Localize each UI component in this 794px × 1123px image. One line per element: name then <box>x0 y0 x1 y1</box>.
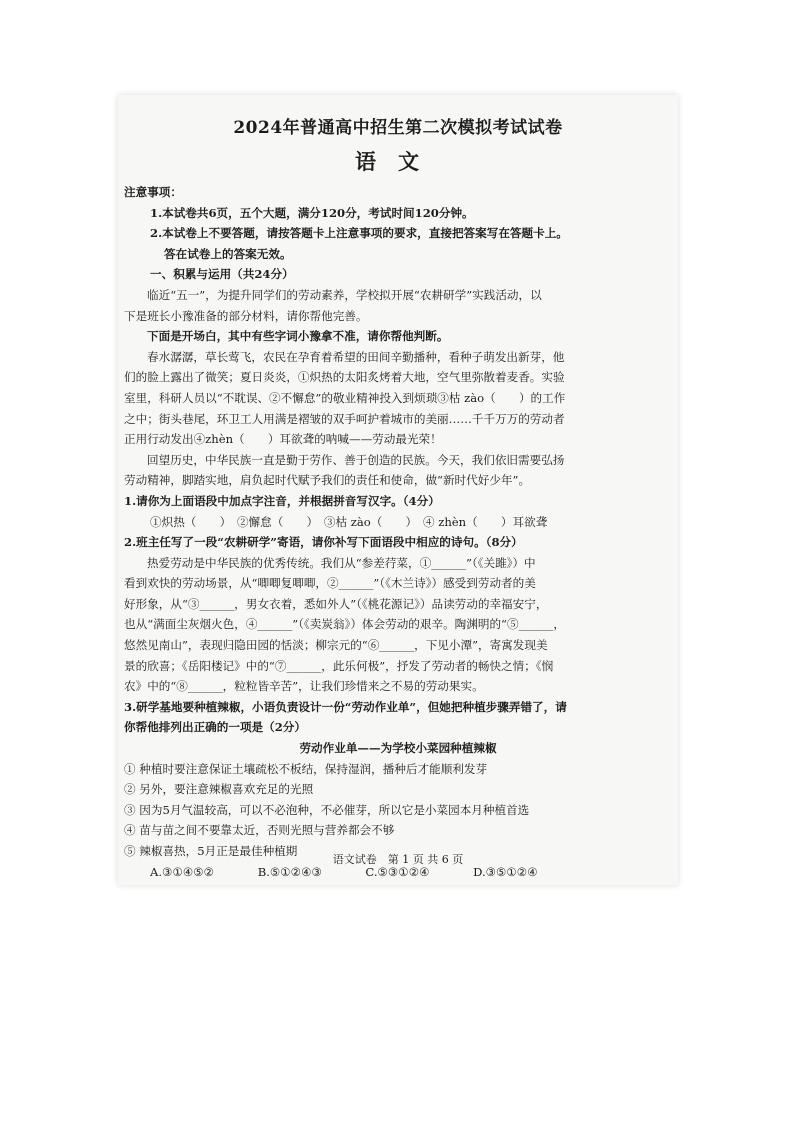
prompt-line: 下面是开场白，其中有些字词小豫拿不准，请你帮他判断。 <box>147 329 449 344</box>
question-2-line-5: 悠然见南山”，表现归隐田园的恬淡；柳宗元的“⑥______，下见小潭”，寄寓发现美 <box>124 638 548 653</box>
question-3-stem-line-1: 3.研学基地要种植辣椒，小语负责设计一份“劳动作业单”，但她把种植步骤弄错了，请 <box>124 699 567 714</box>
passage-line-4: 之中；街头巷尾，环卫工人用满是褶皱的双手呵护着城市的美丽……千千万万的劳动者 <box>124 411 565 426</box>
passage-line-5: 正用行动发出④zhèn（ ）耳欲聋的呐喊——劳动最光荣！ <box>124 432 442 447</box>
question-1-options: ①炽热（ ） ②懈怠（ ） ③枯 zào（ ） ④ zhèn（ ）耳欲聋 <box>150 514 548 529</box>
worksheet-step-3: ③ 因为5月气温较高，可以不必泡种，不必催芽，所以它是小菜园本月种植首选 <box>124 802 530 817</box>
notice-item-2: 2.本试卷上不要答题，请按答题卡上注意事项的要求，直接把答案写在答题卡上。 <box>150 226 568 241</box>
worksheet-title: 劳动作业单——为学校小菜园种植辣椒 <box>299 741 497 756</box>
choice-c: C.⑤③①②④ <box>365 864 430 879</box>
question-2-stem: 2.班主任写了一段“农耕研学”寄语，请你补写下面语段中相应的诗句。（8分） <box>124 535 523 550</box>
worksheet-step-4: ④ 苗与苗之间不要靠太近，否则光照与营养都会不够 <box>124 823 395 838</box>
question-1-stem: 1.请你为上面语段中加点字注音，并根据拼音写汉字。（4分） <box>124 493 440 508</box>
exam-title: 2024年普通高中招生第二次模拟考试试卷 <box>233 118 563 138</box>
question-2-line-2: 看到欢快的劳动场景，从“唧唧复唧唧，②______”（《木兰诗》）感受到劳动者的美 <box>124 576 536 591</box>
question-2-line-7: 农》中的“⑧______，粒粒皆辛苦”，让我们珍惜来之不易的劳动果实。 <box>124 679 484 694</box>
notice-item-1: 1.本试卷共6页，五个大题，满分120分，考试时间120分钟。 <box>150 205 474 220</box>
choice-d: D.③⑤①②④ <box>473 864 538 879</box>
page-footer: 语文试卷 第 1 页 共 6 页 <box>332 853 464 866</box>
worksheet-step-2: ② 另外，要注意辣椒喜欢充足的光照 <box>124 782 314 797</box>
intro-line-2: 下是班长小豫准备的部分材料，请你帮他完善。 <box>124 308 368 323</box>
question-2-line-6: 景的欣喜；《岳阳楼记》中的“⑦______，此乐何极”，抒发了劳动者的畅快之情；《悯 <box>124 658 554 673</box>
worksheet-step-1: ① 种植时要注意保证土壤疏松不板结，保持湿润，播种后才能顺利发芽 <box>124 761 488 776</box>
choice-b: B.⑤①②④③ <box>257 864 322 879</box>
notice-label: 注意事项： <box>124 185 182 199</box>
passage2-line-2: 劳动精神，脚踏实地，肩负起时代赋予我们的责任和使命，做“新时代好少年”。 <box>124 473 531 488</box>
passage-line-2: 们的脸上露出了微笑；夏日炎炎，①炽热的太阳炙烤着大地，空气里弥散着麦香。实验 <box>124 370 565 385</box>
choice-a: A.③①④⑤② <box>150 864 215 879</box>
question-3-stem-line-2: 你帮他排列出正确的一项是（2分） <box>124 720 306 735</box>
passage-line-1: 春水潺潺，草长莺飞，农民在孕育着希望的田间辛勤播种，看种子萌发出新芽，他 <box>147 349 565 364</box>
passage-line-3: 室里，科研人员以“不耽误、②不懈怠”的敬业精神投入到烦琐③枯 zào（ ）的工作 <box>124 390 566 405</box>
passage2-line-1: 回望历史，中华民族一直是勤于劳作、善于创造的民族。今天，我们依旧需要弘扬 <box>147 452 565 467</box>
exam-page <box>118 95 678 885</box>
section-heading: 一、积累与运用（共24分） <box>150 267 294 282</box>
subject-title: 语文 <box>355 149 441 174</box>
question-2-line-4: 也从“满面尘灰烟火色，④______”（《卖炭翁》）体会劳动的艰辛。陶渊明的“⑤______， <box>124 617 565 632</box>
question-2-line-3: 好形象，从“③______，男女衣着，悉如外人”（《桃花源记》）品读劳动的幸福安宁， <box>124 596 548 611</box>
question-2-line-1: 热爱劳动是中华民族的优秀传统。我们从“参差荇菜，①______”（《关雎》）中 <box>147 555 536 570</box>
worksheet-step-5: ⑤ 辣椒喜热，5月正是最佳种植期 <box>124 844 298 858</box>
notice-item-3: 答在试卷上的答案无效。 <box>164 246 292 261</box>
intro-line-1: 临近“五一”，为提升同学们的劳动素养，学校拟开展“农耕研学”实践活动，以 <box>147 287 542 302</box>
